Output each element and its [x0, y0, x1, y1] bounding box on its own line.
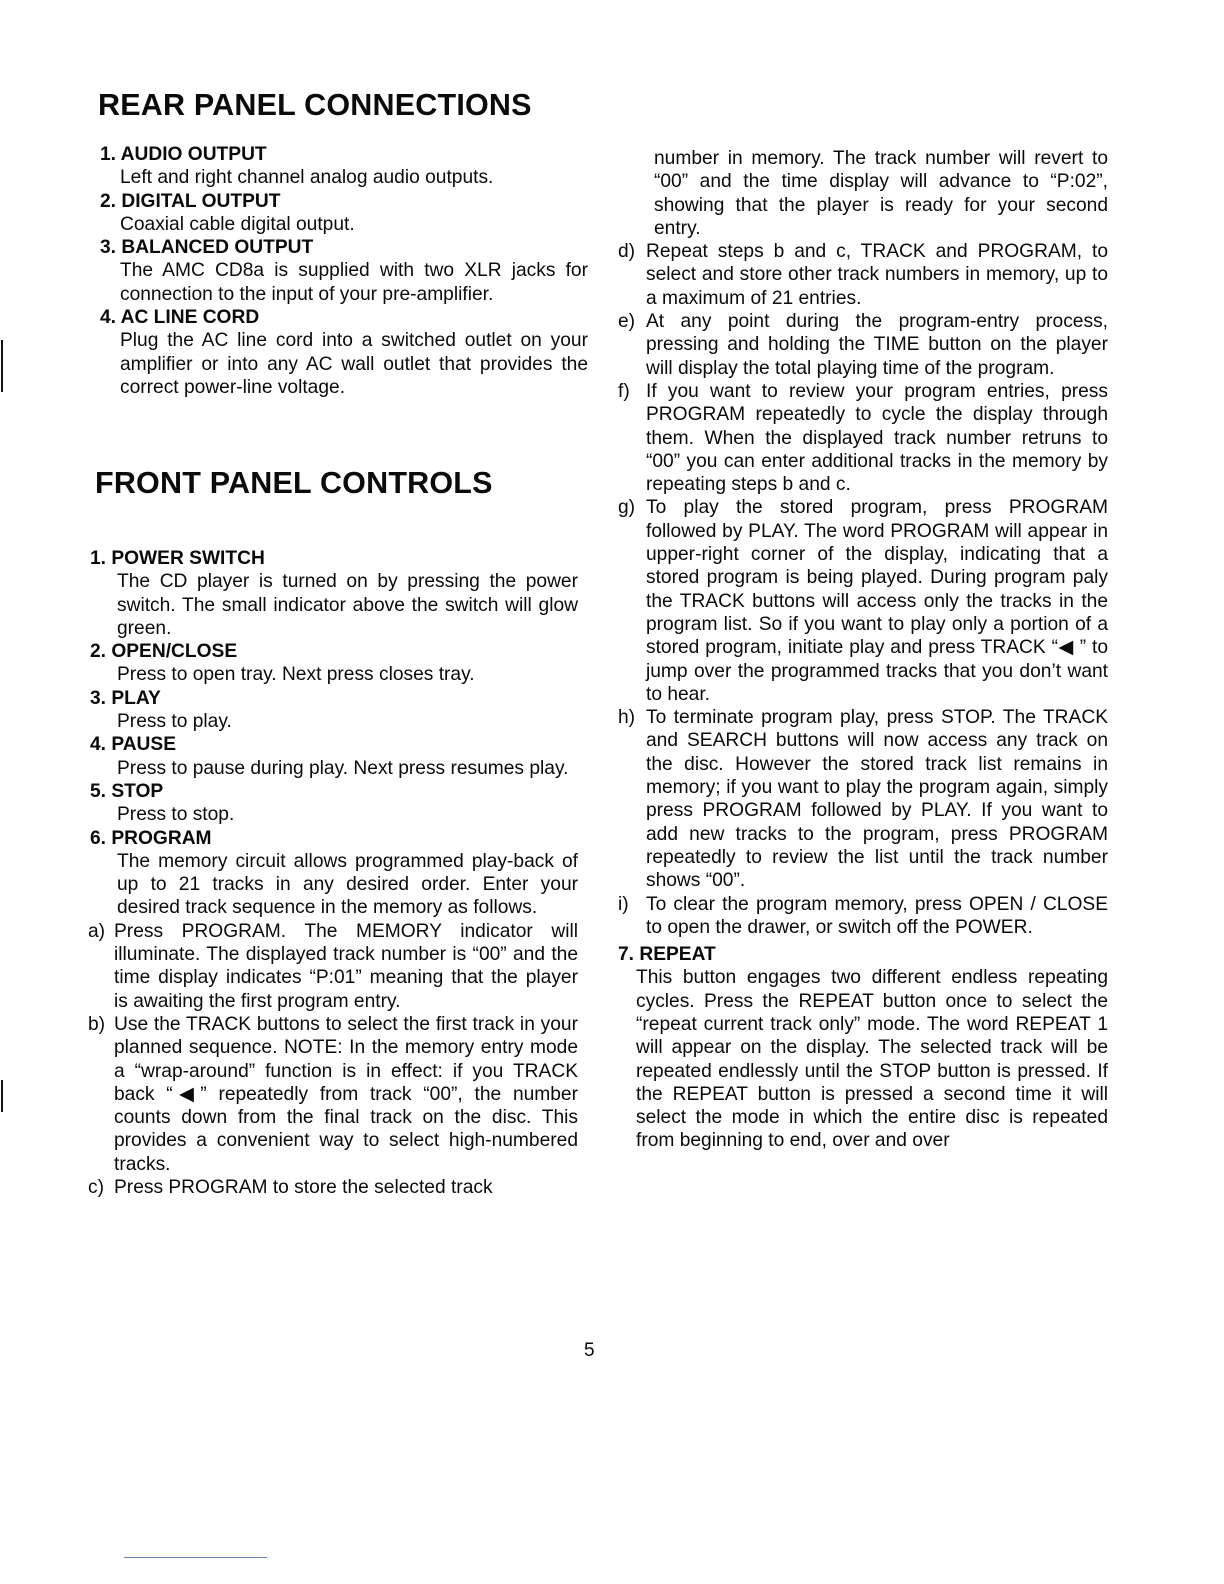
front-item-body: Press to pause during play. Next press resumes play. — [117, 757, 569, 779]
front-item-body: The memory circuit allows programmed play-back of up to 21 tracks in any desired order. Enter your desired track sequence in the memory as follows. — [117, 850, 578, 919]
rear-item-title: 4. AC LINE CORD — [100, 307, 260, 329]
program-step — [88, 920, 578, 1013]
rear-panel-heading: REAR PANEL CONNECTIONS — [98, 88, 532, 122]
program-step — [618, 496, 1108, 706]
step-text: Repeat steps b and c, TRACK and PROGRAM, to select and store other track numbers in memory, up to a maximum of 21 entries. — [646, 241, 1108, 309]
step-text: To terminate program play, press STOP. The TRACK and SEARCH buttons will now access any track on the disc. However the stored track list remains in memory; if you want to play the program again, simply press PROGRAM followed by PLAY. If you want to add new tracks to the program, press PROGRAM repeatedly to review the list until the track number shows “00”. — [646, 707, 1108, 892]
repeat-title: 7. REPEAT — [618, 944, 716, 966]
front-item-title: 2. OPEN/CLOSE — [90, 641, 238, 663]
rear-item-title: 1. AUDIO OUTPUT — [100, 144, 267, 165]
step-label: a) — [88, 920, 106, 942]
front-item-title: 4. PAUSE — [90, 734, 177, 756]
step-text: Press PROGRAM to store the selected track — [114, 1177, 493, 1199]
footer-rule — [124, 1557, 267, 1558]
step-label: h) — [618, 707, 636, 729]
program-step — [88, 1013, 578, 1176]
step-label: d) — [618, 241, 636, 263]
step-label: b) — [88, 1013, 106, 1035]
rear-item-title: 2. DIGITAL OUTPUT — [100, 190, 281, 212]
program-step — [618, 893, 1108, 940]
program-step — [88, 1176, 578, 1199]
rear-item-title: 3. BALANCED OUTPUT — [100, 237, 314, 259]
rear-item-body: Left and right channel analog audio outputs. — [120, 167, 494, 189]
front-item-title: 5. STOP — [90, 780, 164, 802]
step-text: To play the stored program, press PROGRAM followed by PLAY. The word PROGRAM will appear in upper-right corner of the display, indicating that a stored program is being played. During program paly the TRACK buttons will access only the tracks in the program list. So if you want to play only a portion of a stored program, initiate play and press TRACK “◀ ” to jump over the programmed tracks that you don’t want to hear. — [646, 497, 1108, 705]
step-text: Press PROGRAM. The MEMORY indicator will illuminate. The displayed track number is “00” and the time display indicates “P:01” meaning that the player is awaiting the first program entry. — [114, 920, 578, 1012]
step-label: g) — [618, 497, 636, 519]
page-number: 5 — [584, 1340, 595, 1361]
step-label: i) — [618, 893, 629, 915]
rear-item-body: The AMC CD8a is supplied with two XLR jacks for connection to the input of your pre-amplifier. — [120, 260, 588, 305]
margin-mark — [1, 340, 3, 392]
front-item-body: Press to stop. — [117, 804, 235, 826]
program-step — [618, 380, 1108, 496]
rear-item-body: Plug the AC line cord into a switched outlet on your amplifier or into any AC wall outlet that provides the correct power-line voltage. — [120, 330, 588, 398]
rear-item-body: Coaxial cable digital output. — [120, 213, 355, 235]
program-step — [618, 706, 1108, 892]
step-text: To clear the program memory, press OPEN / CLOSE to open the drawer, or switch off the POWER. — [646, 893, 1108, 938]
front-item-body: Press to open tray. Next press closes tray. — [117, 664, 475, 686]
front-item-title: 3. PLAY — [90, 687, 161, 709]
program-step — [618, 240, 1108, 310]
step-text: Use the TRACK buttons to select the first track in your planned sequence. NOTE: In the memory entry mode a “wrap-around” function is in effect: if you TRACK back “◀” repeatedly from track “00”, the number counts down from the final track on the disc. This provides a convenient way to select high-numbered tracks. — [114, 1013, 578, 1175]
margin-mark — [1, 1080, 3, 1112]
front-panel-heading: FRONT PANEL CONTROLS — [95, 466, 493, 500]
rear-panel-list — [98, 143, 588, 399]
step-label: f) — [618, 380, 630, 402]
front-item-body: Press to play. — [117, 711, 232, 733]
step-label: e) — [618, 311, 636, 333]
front-item-body: The CD player is turned on by pressing the power switch. The small indicator above the switch will glow green. — [117, 571, 578, 639]
step-label: c) — [88, 1177, 104, 1199]
right-column — [618, 147, 1108, 1153]
step-text: At any point during the program-entry process, pressing and holding the TIME button on the player will display the total playing time of the program. — [646, 311, 1108, 379]
program-step — [618, 310, 1108, 380]
step-c-continuation: number in memory. The track number will revert to “00” and the time display will advance to “P:02”, showing that the player is ready for your second entry. — [654, 148, 1108, 239]
front-item-title: 1. POWER SWITCH — [90, 548, 265, 569]
repeat-body: This button engages two different endless repeating cycles. Press the REPEAT button once to select the “repeat current track only” mode. The word REPEAT 1 will appear on the display. The selected track will be repeated endlessly until the STOP button is pressed. If the REPEAT button is pressed a second time it will select the mode in which the entire disc is repeated from beginning to end, over and over — [636, 967, 1108, 1152]
front-item-title: 6. PROGRAM — [90, 827, 212, 849]
step-text: If you want to review your program entries, press PROGRAM repeatedly to cycle the display through them. When the displayed track number retruns to “00” you can enter additional tracks in the memory by repeating steps b and c. — [646, 380, 1108, 496]
front-panel-list — [88, 547, 578, 1199]
